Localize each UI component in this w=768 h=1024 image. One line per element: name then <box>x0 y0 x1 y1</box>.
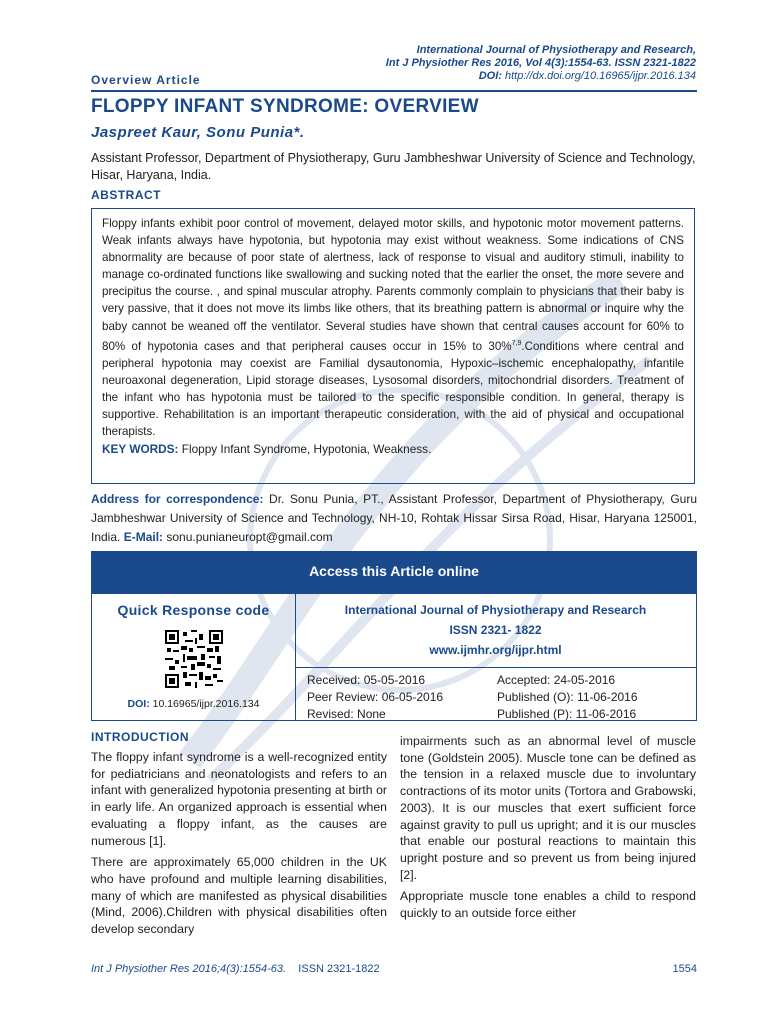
accepted-date: Accepted: 24-05-2016 <box>497 673 616 687</box>
journal-name-line: International Journal of Physiotherapy and Research, <box>416 44 696 56</box>
abstract-heading: ABSTRACT <box>91 188 161 202</box>
qr-doi-label: DOI: <box>127 698 150 710</box>
abstract-text-part1: Floppy infants exhibit poor control of movement, delayed motor skills, and hypotonic motor movement patterns. Weak infants always have hypotonia, but hypotonia may exist without weakness. Some indications of CNS abnormality are because of poor state of alertness, lack of response to visual and auditory stimuli, inability to manage co-ordinated functions like swallowing and sucking noted that the earlier the onset, the more severe and precipitus the course. , and spinal muscular atrophy. Parents commonly complain to physicians that their baby is very passive, that it does not move its limbs like others, that its breathing pattern is abnormal or inquire why the baby cannot be weaned off the ventilator. Several studies have shown that central causes account for 60% to 80% of hypotonia cases and that peripheral causes occur in 15% to 30% <box>102 217 684 353</box>
body-column-right <box>400 733 696 927</box>
website-link[interactable]: www.ijmhr.org/ijpr.html <box>429 643 562 657</box>
correspondence-label: Address for correspondence: <box>91 492 264 506</box>
access-panel <box>91 551 697 721</box>
article-type: Overview Article <box>91 73 201 87</box>
access-heading: Access this Article online <box>92 552 696 594</box>
introduction-heading: INTRODUCTION <box>91 730 189 744</box>
published-online-date: Published (O): 11-06-2016 <box>497 690 638 704</box>
doi-label: DOI: <box>478 70 502 82</box>
article-info <box>295 594 696 720</box>
footer-issn: ISSN 2321-1822 <box>298 963 380 975</box>
authors: Jaspreet Kaur, Sonu Punia*. <box>91 124 305 141</box>
revised-date: Revised: None <box>307 707 386 721</box>
dates-grid <box>295 668 696 723</box>
body-column-left <box>91 749 387 943</box>
citation-line: Int J Physiother Res 2016, Vol 4(3):1554-63. ISSN 2321-1822 <box>385 57 696 69</box>
keywords-value: Floppy Infant Syndrome, Hypotonia, Weakness. <box>178 442 432 457</box>
article-title: FLOPPY INFANT SYNDROME: OVERVIEW <box>91 96 479 117</box>
paragraph: impairments such as an abnormal level of muscle tone (Goldstein 2005). Muscle tone can be defined as the tension in a relaxed muscle due to involuntary contractions of its motor units (Tortora and Grabowski, 2003). It is our muscles that exert sufficient force against gravity to pull us upright; and it is our muscles that enable our postural reactions to maintain this upright posture and so prevent us from being injured [2]. <box>400 734 696 882</box>
paragraph: Appropriate muscle tone enables a child to respond quickly to an outside force either <box>400 889 696 921</box>
email-value[interactable]: sonu.punianeuropt@gmail.com <box>163 530 333 544</box>
affiliation: Assistant Professor, Department of Physiotherapy, Guru Jambheshwar University of Science and Technology, Hisar, Haryana, India. <box>91 151 696 182</box>
journal-header <box>386 44 696 83</box>
page-number: 1554 <box>672 963 697 975</box>
journal-info <box>295 594 696 668</box>
header-rule <box>91 90 697 92</box>
email-label: E-Mail: <box>123 530 164 544</box>
qr-title: Quick Response code <box>117 602 270 618</box>
correspondence <box>91 490 697 547</box>
paragraph: The floppy infant syndrome is a well-recognized entity for pediatricians and neonatologists and refers to an infant with generalized hypotonia presenting at birth or in early life. An organized approach is essential when evaluating a floppy infant, as the causes are numerous [1]. <box>91 750 387 848</box>
journal-name: International Journal of Physiotherapy and Research <box>344 603 647 617</box>
qr-doi-value: 10.16965/ijpr.2016.134 <box>149 698 260 710</box>
correspondence-text: Dr. Sonu Punia, PT., Assistant Professor, Department of Physiotherapy, Guru Jambheshwar University of Science and Technology, NH-10, Rohtak Hissar Sirsa Road, Hisar, Haryana 125001, India. <box>91 492 697 544</box>
issn: ISSN 2321- 1822 <box>449 623 542 637</box>
abstract-text-part2: .Conditions where central and peripheral hypotonia may coexist are Familial dysautonomia, Hypoxic–ischemic encephalopathy, infantile neuroaxonal degeneration, Lipid storage diseases, Lysosomal disorders, mitochondrial disorders. Treatment of the infant who has hypotonia must be tailored to the specific responsible condition. In general, therapy is supportive. Rehabilitation is an important therapeutic consideration, with the aid of physical and occupational therapists. <box>102 339 684 438</box>
page-footer <box>91 963 697 975</box>
keywords <box>102 442 684 456</box>
received-date: Received: 05-05-2016 <box>307 673 426 687</box>
qr-doi <box>92 698 295 710</box>
footer-citation: Int J Physiother Res 2016;4(3):1554-63. <box>91 963 287 975</box>
abstract-text <box>102 215 684 440</box>
doi-link[interactable]: http://dx.doi.org/10.16965/ijpr.2016.134 <box>504 70 696 82</box>
peer-review-date: Peer Review: 06-05-2016 <box>307 690 444 704</box>
qr-section <box>92 594 296 720</box>
keywords-label: KEY WORDS: <box>102 442 179 457</box>
abstract-box <box>91 208 695 484</box>
abstract-citation-sup: 7,9 <box>511 339 522 347</box>
published-print-date: Published (P): 11-06-2016 <box>497 707 637 721</box>
paragraph: There are approximately 65,000 children in the UK who have profound and multiple learning disabilities, many of which are manifested as physical disabilities (Mind, 2006).Children with physical disabilities often develop secondary <box>91 855 387 937</box>
qr-code-icon[interactable] <box>165 630 223 688</box>
